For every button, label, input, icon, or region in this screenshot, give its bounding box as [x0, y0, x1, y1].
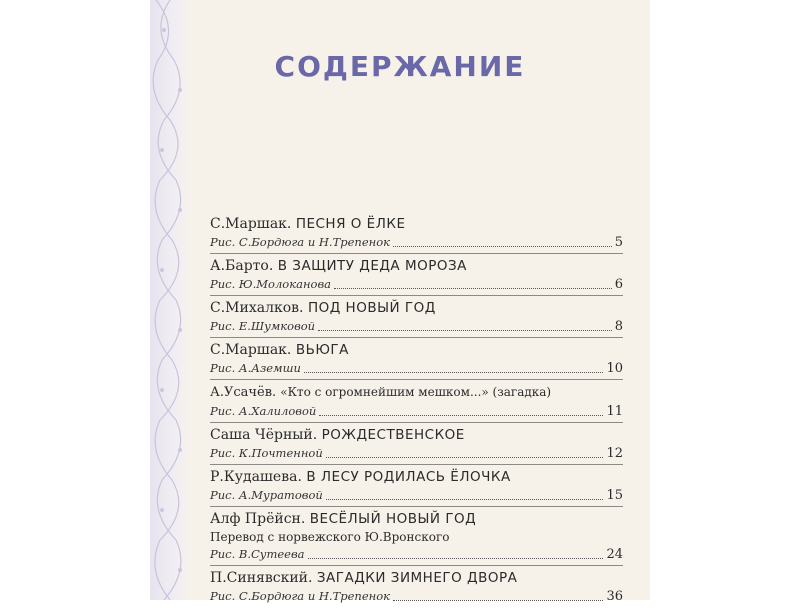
- toc-title: ПОД НОВЫЙ ГОД: [307, 300, 436, 316]
- toc-page-number: 10: [606, 361, 623, 376]
- toc-illustrator: Рис. В.Сутеева: [210, 547, 305, 561]
- dot-leader: [318, 330, 612, 331]
- toc-page-number: 12: [606, 446, 623, 461]
- toc-title: ЗАГАДКИ ЗИМНЕГО ДВОРА: [316, 570, 518, 586]
- dot-leader: [308, 558, 604, 559]
- toc-illustrator: Рис. А.Аземши: [210, 361, 301, 375]
- toc-illustrator: Рис. К.Почтенной: [210, 446, 323, 460]
- toc-illustrator: Рис. Е.Шумковой: [210, 319, 316, 333]
- toc-entry: [210, 425, 623, 465]
- dot-leader: [393, 246, 612, 247]
- toc-entry: [210, 568, 623, 607]
- toc-translator: Перевод с норвежского Ю.Вронского: [210, 530, 450, 544]
- dot-leader: [326, 499, 604, 500]
- toc-page-number: 36: [606, 589, 623, 604]
- toc-author: Алф Прёйсн.: [210, 511, 306, 527]
- toc-illustrator: Рис. Ю.Молоканова: [210, 277, 331, 291]
- toc-illustrator: Рис. С.Бордюга и Н.Трепенок: [210, 589, 390, 603]
- toc-title: ПЕСНЯ О ЁЛКЕ: [295, 216, 406, 232]
- toc-illustrator: Рис. А.Халиловой: [210, 404, 317, 418]
- table-of-contents: [210, 214, 623, 609]
- toc-page-number: 15: [606, 488, 623, 503]
- toc-illustrator: Рис. А.Муратовой: [210, 488, 323, 502]
- toc-entry: [210, 340, 623, 380]
- toc-page-number: 6: [614, 277, 623, 292]
- toc-entry: [210, 214, 623, 254]
- toc-title: ВЬЮГА: [295, 342, 349, 358]
- toc-title: В ЛЕСУ РОДИЛАСЬ ЁЛОЧКА: [306, 469, 511, 485]
- toc-author: А.Барто.: [210, 258, 274, 274]
- toc-author: Р.Кудашева.: [210, 469, 302, 485]
- toc-entry: [210, 467, 623, 507]
- toc-author: С.Михалков.: [210, 300, 304, 316]
- toc-title: ВЕСЁЛЫЙ НОВЫЙ ГОД: [309, 511, 477, 527]
- book-page: [150, 0, 650, 604]
- toc-page-number: 8: [614, 319, 623, 334]
- toc-author: Саша Чёрный.: [210, 427, 318, 443]
- toc-page-number: 5: [614, 235, 623, 250]
- toc-author: П.Синявский.: [210, 570, 313, 586]
- toc-entry: [210, 298, 623, 338]
- toc-author: А.Усачёв.: [210, 385, 277, 400]
- toc-title: В ЗАЩИТУ ДЕДА МОРОЗА: [277, 258, 467, 274]
- toc-page-number: 24: [606, 547, 623, 562]
- toc-illustrator: Рис. С.Бордюга и Н.Трепенок: [210, 235, 390, 249]
- toc-author: С.Маршак.: [210, 216, 292, 232]
- toc-author: С.Маршак.: [210, 342, 292, 358]
- toc-title: РОЖДЕСТВЕНСКОЕ: [321, 427, 465, 443]
- decorative-ornament-border: [150, 0, 192, 600]
- dot-leader: [319, 415, 603, 416]
- toc-title: «Кто с огромнейшим мешком...» (загадка): [280, 385, 552, 399]
- toc-page-number: 11: [606, 404, 623, 419]
- dot-leader: [326, 457, 604, 458]
- toc-entry: [210, 509, 623, 566]
- dot-leader: [304, 372, 604, 373]
- dot-leader: [334, 288, 612, 289]
- dot-leader: [393, 600, 603, 601]
- page-title: СОДЕРЖАНИЕ: [274, 50, 526, 83]
- toc-entry: [210, 256, 623, 296]
- toc-entry: [210, 382, 623, 423]
